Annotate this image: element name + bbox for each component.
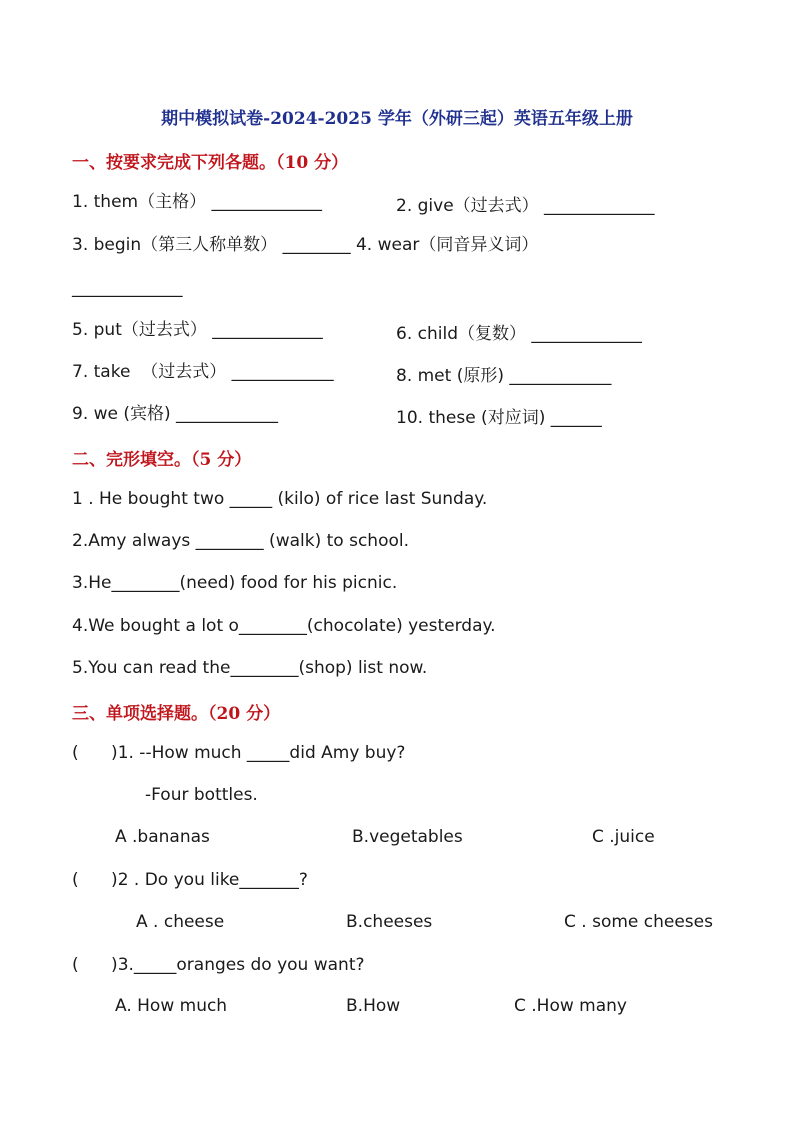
section-heading-3: 三、单项选择题。（20 分）	[72, 704, 281, 724]
question-2-2: 2.Amy always ________ (walk) to school.	[72, 531, 409, 551]
question-1-9: 9. we (宾格) ____________	[72, 404, 279, 424]
option-3-3-c: C .How many	[514, 996, 627, 1016]
question-1-10: 10. these (对应词) ______	[396, 408, 602, 428]
question-2-1: 1 . He bought two _____ (kilo) of rice last Sunday.	[72, 489, 488, 509]
question-2-4: 4.We bought a lot o________(chocolate) yesterday.	[72, 616, 496, 636]
option-3-2-b: B.cheeses	[346, 912, 433, 932]
option-3-3-b: B.How	[346, 996, 401, 1016]
question-2-5: 5.You can read the________(shop) list now.	[72, 658, 428, 678]
question-1-3-blank: _____________	[72, 278, 183, 298]
option-3-1-b: B.vegetables	[352, 827, 463, 847]
question-3-3: ( )3._____oranges do you want?	[72, 955, 365, 975]
option-3-1-c: C .juice	[592, 827, 655, 847]
question-1-3: 3. begin（第三人称单数） ________ 4. wear（同音异义词）	[72, 235, 539, 255]
option-3-1-a: A .bananas	[115, 827, 210, 847]
question-1-2: 2. give（过去式） _____________	[396, 196, 655, 216]
section-heading-1: 一、按要求完成下列各题。（10 分）	[72, 153, 349, 173]
option-3-3-a: A. How much	[115, 996, 228, 1016]
question-1-8: 8. met (原形) ____________	[396, 366, 612, 386]
question-1-7: 7. take （过去式） ____________	[72, 362, 334, 382]
question-3-1-reply: -Four bottles.	[145, 785, 258, 805]
page-title: 期中模拟试卷-2024-2025 学年（外研三起）英语五年级上册	[161, 109, 633, 129]
option-3-2-a: A . cheese	[136, 912, 225, 932]
question-1-1: 1. them（主格） _____________	[72, 192, 322, 212]
section-heading-2: 二、完形填空。（5 分）	[72, 450, 252, 470]
question-3-2: ( )2 . Do you like_______?	[72, 870, 308, 890]
question-3-1: ( )1. --How much _____did Amy buy?	[72, 743, 406, 763]
question-1-6: 6. child（复数） _____________	[396, 324, 642, 344]
question-2-3: 3.He________(need) food for his picnic.	[72, 573, 398, 593]
question-1-5: 5. put（过去式） _____________	[72, 320, 323, 340]
option-3-2-c: C . some cheeses	[564, 912, 713, 932]
